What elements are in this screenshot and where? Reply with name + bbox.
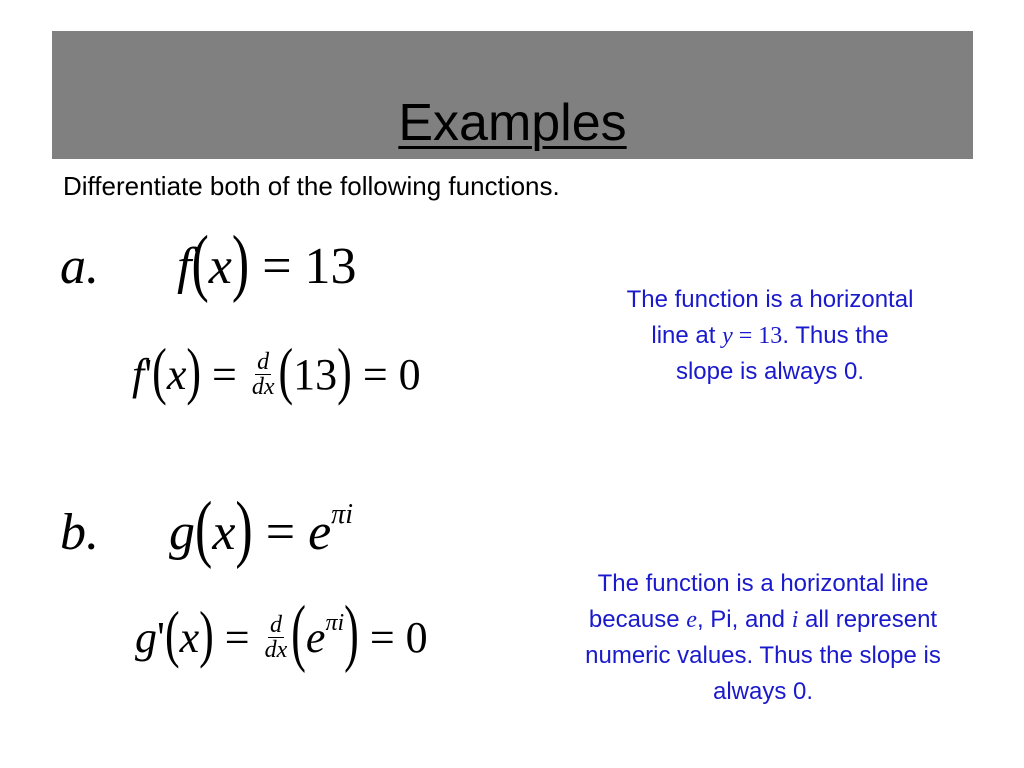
example-b-result: 0 (405, 613, 428, 662)
example-b-derivative: g'(x) = $\frac{d}{dx}$ $(e^{\pi i}) = 0$ (135, 590, 428, 674)
example-b-function: b. $g(x) = e^{\pi i}$ (60, 487, 353, 571)
instruction-text: Differentiate both of the following functions. (63, 171, 560, 201)
example-a-note: The function is a horizontal line at y = 13. Thus the slope is always 0. (626, 286, 914, 385)
slide-title: Examples (398, 94, 627, 152)
example-b-deriv-func: g (135, 613, 157, 662)
example-b-d-dx: $\frac{d}{dx}$ (264, 612, 288, 664)
example-a-var: x (208, 238, 232, 295)
example-b-label: b. (60, 504, 99, 561)
example-a-d-dx: $\frac{d}{dx}$ (251, 349, 275, 401)
example-a-label: a. (60, 238, 99, 295)
example-a-value: 13 (304, 238, 357, 295)
example-b-note: The function is a horizontal line because e, Pi, and i all represent numeric values. Thus the slope is always 0. (585, 570, 941, 705)
title-bar (52, 31, 973, 159)
example-b-exponent: πi (331, 499, 353, 530)
example-b-prime: ' (157, 613, 165, 662)
example-a-function: a. f(x) = 13 (60, 221, 357, 305)
example-b-base: e (308, 504, 332, 561)
example-a-prime: ' (144, 350, 153, 399)
example-b-func-name: g (169, 504, 195, 561)
example-b-var: x (212, 504, 236, 561)
example-a-derivative: f'(x) = $\frac{d}{dx}$ (13) = 0 (132, 335, 421, 407)
example-a-result: 0 (398, 350, 421, 399)
example-a-func-name: f (177, 238, 192, 295)
example-a-deriv-func: f (132, 350, 145, 399)
